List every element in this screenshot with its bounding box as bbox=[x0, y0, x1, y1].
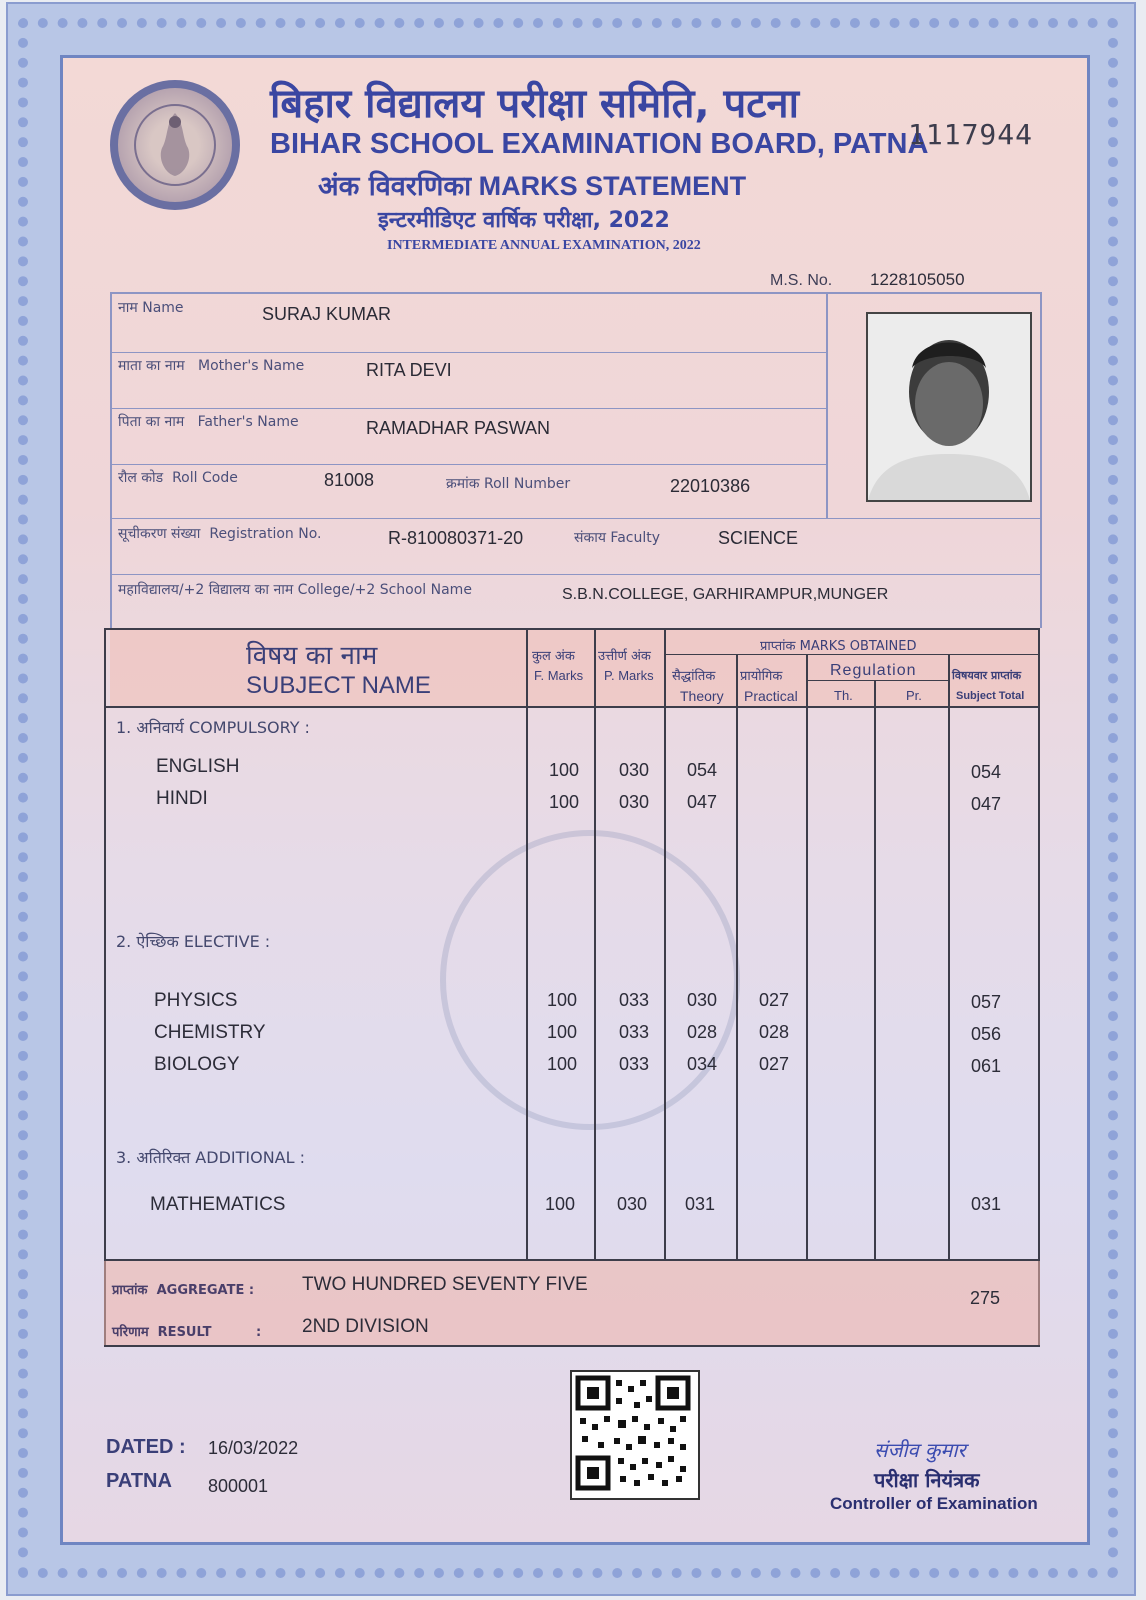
row-divider bbox=[110, 518, 1040, 519]
subject-name: CHEMISTRY bbox=[154, 1022, 266, 1043]
mother-name-label bbox=[118, 356, 304, 375]
subject-name: ENGLISH bbox=[156, 756, 240, 777]
full-marks: 100 bbox=[548, 760, 580, 780]
controller-signature: संजीव कुमार bbox=[874, 1438, 966, 1462]
name-label-hindi: नाम bbox=[118, 300, 138, 316]
photo-divider bbox=[826, 292, 828, 518]
faculty-label-hindi: संकाय bbox=[574, 530, 606, 546]
regulation-practical-header: Pr. bbox=[906, 688, 922, 703]
col-divider bbox=[664, 628, 666, 1259]
aggregate-label-english: AGGREGATE : bbox=[156, 1283, 255, 1298]
result-label bbox=[112, 1322, 261, 1340]
info-top-border bbox=[110, 292, 1040, 294]
statement-title-hindi: अंक विवरणिका bbox=[318, 171, 472, 202]
theory-marks: 047 bbox=[686, 792, 718, 812]
subject-total: 031 bbox=[970, 1194, 1002, 1214]
theory-marks: 028 bbox=[686, 1022, 718, 1042]
student-photo bbox=[866, 312, 1032, 502]
subject-total: 056 bbox=[970, 1024, 1002, 1044]
pmarks-header-english: P. Marks bbox=[604, 668, 654, 683]
exam-name-hindi: इन्टरमीडिएट वार्षिक परीक्षा, 2022 bbox=[378, 208, 670, 233]
pass-marks: 030 bbox=[616, 1194, 648, 1214]
practical-header-english: Practical bbox=[744, 688, 798, 704]
full-marks: 100 bbox=[544, 1194, 576, 1214]
board-seal-icon bbox=[110, 80, 240, 210]
registration-label-hindi: सूचीकरण संख्या bbox=[118, 526, 201, 542]
watermark-seal-icon bbox=[440, 830, 740, 1130]
fmarks-header-hindi: कुल अंक bbox=[532, 649, 575, 664]
subject-total: 057 bbox=[970, 992, 1002, 1012]
row-divider bbox=[110, 464, 826, 465]
row-divider bbox=[110, 352, 826, 353]
name-label-english: Name bbox=[142, 300, 184, 316]
roll-code-label-hindi: रौल कोड bbox=[118, 470, 164, 486]
issue-date: 16/03/2022 bbox=[208, 1438, 299, 1458]
subject-header-hindi: विषय का नाम bbox=[246, 641, 378, 671]
ms-no-label: M.S. No. bbox=[770, 272, 833, 289]
col-divider bbox=[874, 680, 876, 1259]
college-name: S.B.N.COLLEGE, GARHIRAMPUR,MUNGER bbox=[562, 586, 889, 603]
subject-name: HINDI bbox=[156, 788, 208, 809]
board-name-english: BIHAR SCHOOL EXAMINATION BOARD, PATNA bbox=[270, 128, 929, 160]
info-left-border bbox=[110, 292, 112, 628]
regulation-header: Regulation bbox=[830, 662, 917, 679]
roll-code-label bbox=[118, 468, 238, 487]
registration-label-english: Registration No. bbox=[209, 526, 322, 542]
faculty: SCIENCE bbox=[718, 528, 799, 548]
result-colon: : bbox=[256, 1325, 262, 1340]
subject-total-header-hindi: विषयवार प्राप्तांक bbox=[952, 669, 1022, 682]
roll-number-label-english: Roll Number bbox=[483, 476, 571, 492]
col-divider bbox=[736, 654, 738, 1259]
section-additional: 3. अतिरिक्त ADDITIONAL : bbox=[116, 1148, 306, 1167]
table-right-border bbox=[1038, 628, 1040, 1347]
result-label-english: RESULT bbox=[157, 1325, 212, 1340]
pass-marks: 033 bbox=[618, 1022, 650, 1042]
theory-header-hindi: सैद्धांतिक bbox=[672, 669, 716, 684]
serial-number: 1117944 bbox=[908, 118, 1034, 151]
roll-number: 22010386 bbox=[670, 476, 751, 496]
controller-title-hindi: परीक्षा नियंत्रक bbox=[874, 1468, 980, 1492]
ms-no-value: 1228105050 bbox=[870, 270, 965, 289]
subject-name: PHYSICS bbox=[154, 990, 238, 1011]
full-marks: 100 bbox=[548, 792, 580, 812]
regulation-divider bbox=[808, 680, 950, 681]
faculty-label-english: Faculty bbox=[610, 530, 661, 546]
table-header-border bbox=[104, 706, 1040, 708]
mother-name: RITA DEVI bbox=[366, 360, 452, 380]
col-divider bbox=[806, 654, 808, 1259]
theory-marks: 030 bbox=[686, 990, 718, 1010]
fmarks-header-english: F. Marks bbox=[534, 668, 584, 683]
father-name-label bbox=[118, 412, 299, 431]
col-divider bbox=[526, 628, 528, 1259]
roll-number-label-hindi: क्रमांक bbox=[446, 476, 480, 492]
aggregate-bottom-border bbox=[104, 1345, 1040, 1347]
marks-obtained-header: प्राप्तांक MARKS OBTAINED bbox=[760, 639, 917, 654]
subject-total: 061 bbox=[970, 1056, 1002, 1076]
statement-title-english: MARKS STATEMENT bbox=[478, 171, 747, 201]
row-divider bbox=[110, 408, 826, 409]
pincode: 800001 bbox=[208, 1476, 269, 1496]
obtained-divider bbox=[666, 654, 1038, 655]
subject-name: BIOLOGY bbox=[154, 1054, 240, 1075]
roll-number-label bbox=[446, 474, 570, 493]
aggregate-value: 275 bbox=[970, 1288, 1001, 1308]
board-name-hindi: बिहार विद्यालय परीक्षा समिति, पटना bbox=[270, 81, 799, 127]
subject-total-header-english: Subject Total bbox=[956, 690, 1025, 702]
faculty-label bbox=[574, 528, 660, 547]
subject-header-english: SUBJECT NAME bbox=[246, 672, 431, 699]
subject-total: 047 bbox=[970, 794, 1002, 814]
col-divider bbox=[948, 654, 950, 1259]
theory-marks: 034 bbox=[686, 1054, 718, 1074]
student-name: SURAJ KUMAR bbox=[262, 304, 392, 324]
table-top-border bbox=[104, 628, 1040, 630]
theory-header-english: Theory bbox=[680, 688, 724, 704]
mother-name-label-hindi: माता का नाम bbox=[118, 358, 185, 374]
practical-marks: 028 bbox=[758, 1022, 790, 1042]
practical-marks: 027 bbox=[758, 1054, 790, 1074]
pass-marks: 030 bbox=[618, 792, 650, 812]
section-compulsory: 1. अनिवार्य COMPULSORY : bbox=[116, 718, 310, 737]
roll-code-label-english: Roll Code bbox=[172, 470, 238, 486]
regulation-theory-header: Th. bbox=[834, 688, 853, 703]
statement-title bbox=[318, 166, 746, 203]
exam-name-english: INTERMEDIATE ANNUAL EXAMINATION, 2022 bbox=[387, 238, 701, 253]
aggregate-label-hindi: प्राप्तांक bbox=[112, 1283, 148, 1298]
practical-marks: 027 bbox=[758, 990, 790, 1010]
controller-title-english: Controller of Examination bbox=[830, 1494, 1038, 1513]
theory-marks: 031 bbox=[684, 1194, 716, 1214]
col-divider bbox=[594, 628, 596, 1259]
pass-marks: 033 bbox=[618, 1054, 650, 1074]
aggregate-words: TWO HUNDRED SEVENTY FIVE bbox=[302, 1274, 588, 1295]
table-left-border bbox=[104, 628, 106, 1347]
roll-code: 81008 bbox=[324, 470, 375, 490]
row-divider bbox=[110, 574, 1040, 575]
issue-place: PATNA bbox=[106, 1470, 172, 1492]
registration-label bbox=[118, 524, 321, 543]
father-name-label-english: Father's Name bbox=[197, 414, 299, 430]
pass-marks: 030 bbox=[618, 760, 650, 780]
subject-name: MATHEMATICS bbox=[150, 1194, 286, 1215]
pass-marks: 033 bbox=[618, 990, 650, 1010]
subject-total: 054 bbox=[970, 762, 1002, 782]
mother-name-label-english: Mother's Name bbox=[198, 358, 305, 374]
result-label-hindi: परिणाम bbox=[112, 1325, 149, 1340]
dated-label: DATED : bbox=[106, 1436, 186, 1458]
qr-code-icon bbox=[570, 1370, 700, 1500]
registration-number: R-810080371-20 bbox=[388, 528, 524, 548]
practical-header-hindi: प्रायोगिक bbox=[740, 669, 783, 684]
full-marks: 100 bbox=[546, 1054, 578, 1074]
father-name-label-hindi: पिता का नाम bbox=[118, 414, 185, 430]
full-marks: 100 bbox=[546, 1022, 578, 1042]
section-elective: 2. ऐच्छिक ELECTIVE : bbox=[116, 932, 271, 951]
full-marks: 100 bbox=[546, 990, 578, 1010]
pmarks-header-hindi: उत्तीर्ण अंक bbox=[598, 649, 651, 664]
result-value: 2ND DIVISION bbox=[302, 1316, 429, 1337]
info-right-border bbox=[1040, 292, 1042, 628]
name-label bbox=[118, 298, 184, 317]
college-label: महाविद्यालय/+2 विद्यालय का नाम College/+2 School Name bbox=[118, 582, 472, 598]
aggregate-label bbox=[112, 1280, 254, 1298]
theory-marks: 054 bbox=[686, 760, 718, 780]
father-name: RAMADHAR PASWAN bbox=[366, 418, 551, 438]
